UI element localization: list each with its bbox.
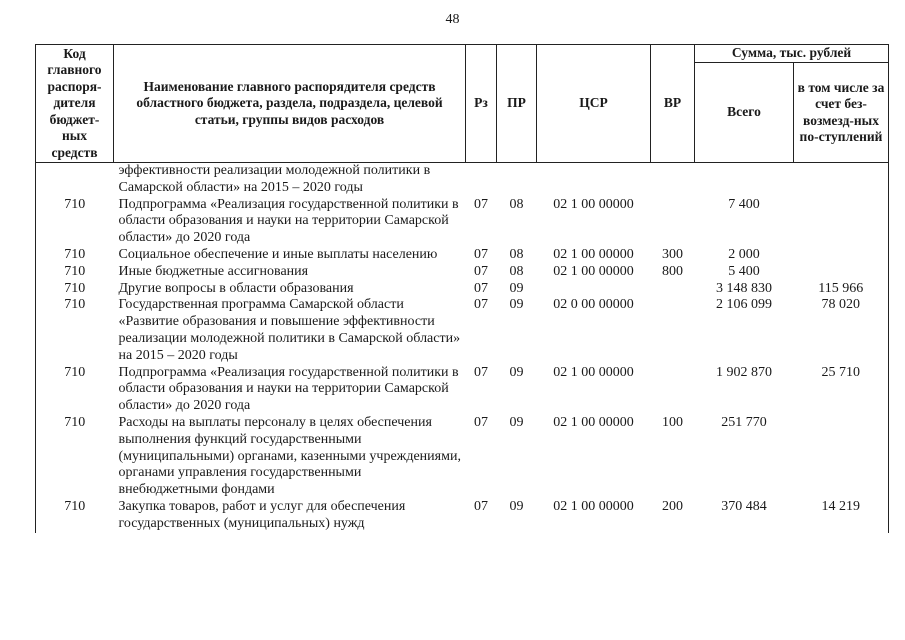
- cell-csr: [537, 281, 651, 298]
- header-total: Всего: [695, 63, 794, 163]
- header-vr: ВР: [651, 45, 695, 163]
- page-number: 48: [445, 12, 460, 27]
- table-row: [36, 365, 889, 415]
- cell-code: 710: [36, 297, 114, 364]
- cell-vr: [651, 281, 695, 298]
- cell-code: [36, 163, 114, 197]
- cell-total: 2 106 099: [716, 297, 772, 313]
- cell-pr: 08: [509, 246, 524, 262]
- table-row: [36, 264, 889, 281]
- cell-total: 1 902 870: [716, 364, 772, 380]
- cell-csr: 02 1 00 00000: [553, 246, 634, 262]
- cell-vr: 200: [662, 498, 683, 514]
- table-row: [36, 415, 889, 499]
- cell-pr: 08: [509, 263, 524, 279]
- cell-csr: 02 1 00 00000: [553, 498, 634, 514]
- cell-incl: [794, 247, 889, 264]
- cell-name: Иные бюджетные ассигнования: [118, 263, 309, 279]
- cell-name: Подпрограмма «Реализация государственной политики в области образования и науки на территории Самарской области» до 2020 года: [118, 196, 459, 246]
- cell-vr: [651, 365, 695, 415]
- cell-total: 251 770: [721, 414, 767, 430]
- cell-rz: 07: [474, 414, 488, 430]
- cell-csr: [537, 163, 651, 197]
- cell-pr: 09: [509, 498, 524, 514]
- cell-rz: 07: [474, 246, 488, 262]
- cell-rz: [466, 163, 497, 197]
- cell-code: 710: [36, 499, 114, 533]
- cell-csr: 02 1 00 00000: [553, 364, 634, 380]
- cell-pr: [497, 163, 537, 197]
- cell-code: 710: [36, 264, 114, 281]
- header-rz: Рз: [466, 45, 497, 163]
- cell-name: Подпрограмма «Реализация государственной политики в области образования и науки на территории Самарской области» до 2020 года: [118, 364, 459, 414]
- header-incl: в том числе за счет без-возмезд-ных по-ступлений: [794, 63, 889, 163]
- cell-total: 2 000: [728, 246, 760, 262]
- cell-pr: 09: [509, 297, 524, 313]
- cell-vr: 800: [662, 263, 683, 279]
- cell-pr: 09: [509, 280, 524, 296]
- header-csr: ЦСР: [537, 45, 651, 163]
- cell-incl: [794, 264, 889, 281]
- cell-name: Закупка товаров, работ и услуг для обеспечения государственных (муниципальных) нужд: [118, 498, 406, 531]
- cell-csr: 02 1 00 00000: [553, 414, 634, 430]
- cell-name: Другие вопросы в области образования: [118, 280, 354, 296]
- cell-csr: 02 0 00 00000: [553, 297, 634, 313]
- header-code: Код главного распоря-дителя бюджет-ных средств: [36, 45, 114, 163]
- cell-pr: 09: [509, 364, 524, 380]
- cell-vr: [651, 163, 695, 197]
- cell-csr: 02 1 00 00000: [553, 196, 634, 212]
- cell-vr: 100: [662, 414, 683, 430]
- cell-code: 710: [36, 415, 114, 499]
- cell-rz: 07: [474, 280, 488, 296]
- cell-total: 370 484: [721, 498, 767, 514]
- header-name: Наименование главного распорядителя средств областного бюджета, раздела, подраздела, целевой статьи, группы видов расходов: [114, 45, 466, 163]
- cell-total: [695, 163, 794, 197]
- cell-incl: [794, 197, 889, 247]
- cell-rz: 07: [474, 196, 488, 212]
- cell-incl: 25 710: [794, 365, 889, 415]
- header-sum-group: Сумма, тыс. рублей: [695, 45, 889, 63]
- cell-vr: 300: [662, 246, 683, 262]
- table-row: [36, 163, 889, 197]
- cell-rz: 07: [474, 498, 488, 514]
- cell-total: 3 148 830: [716, 280, 772, 296]
- cell-csr: 02 1 00 00000: [553, 263, 634, 279]
- table-row: [36, 281, 889, 298]
- cell-rz: 07: [474, 297, 488, 313]
- cell-pr: 09: [509, 414, 524, 430]
- cell-total: 7 400: [728, 196, 760, 212]
- cell-incl: [794, 415, 889, 499]
- header-pr: ПР: [497, 45, 537, 163]
- cell-name: Государственная программа Самарской области «Развитие образования и повышение эффективности реализации молодежной политики в Самарской области» на 2015 – 2020 годы: [118, 297, 461, 363]
- cell-code: 710: [36, 281, 114, 298]
- cell-vr: [651, 197, 695, 247]
- budget-table: [35, 44, 889, 533]
- cell-incl: 78 020: [794, 297, 889, 364]
- cell-code: 710: [36, 365, 114, 415]
- cell-vr: [651, 297, 695, 364]
- cell-name: эффективности реализации молодежной политики в Самарской области» на 2015 – 2020 годы: [118, 163, 431, 195]
- cell-rz: 07: [474, 364, 488, 380]
- table-row: [36, 499, 889, 533]
- cell-incl: 115 966: [794, 281, 889, 298]
- table-row: [36, 297, 889, 364]
- table-row: [36, 247, 889, 264]
- cell-total: 5 400: [728, 263, 760, 279]
- cell-incl: 14 219: [794, 499, 889, 533]
- cell-rz: 07: [474, 263, 488, 279]
- table-row: [36, 197, 889, 247]
- cell-code: 710: [36, 197, 114, 247]
- cell-pr: 08: [509, 196, 524, 212]
- cell-name: Расходы на выплаты персоналу в целях обеспечения выполнения функций государственными (муниципальными) органами, казенными учреждениями, органами управления государственными внебюджетными фондами: [118, 414, 461, 498]
- cell-name: Социальное обеспечение и иные выплаты населению: [118, 246, 438, 262]
- cell-code: 710: [36, 247, 114, 264]
- cell-incl: [794, 163, 889, 197]
